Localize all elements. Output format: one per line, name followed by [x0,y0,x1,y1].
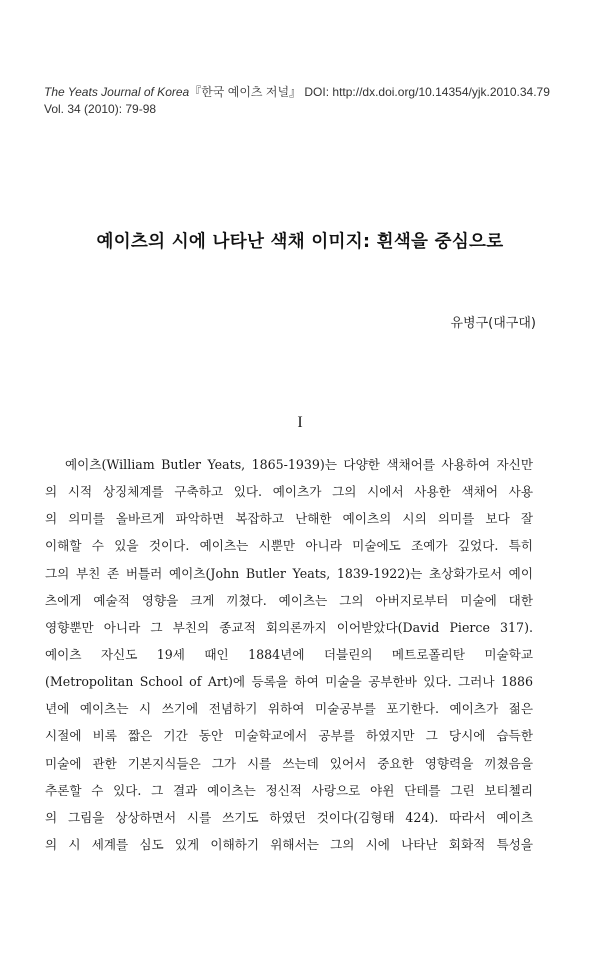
section-number: I [297,414,303,431]
text-line: 의 그림을 상상하면서 시를 쓰기도 하였던 것이다(김형태 424). 따라서 예이츠 [45,809,533,825]
volume-info: Vol. 34 (2010): 79-98 [44,102,157,116]
text-line: 의 시 세계를 심도 있게 이해하기 위해서는 그의 시에 나타난 회화적 특성을 [45,836,533,852]
text-line: 그의 부친 존 버틀러 예이츠(John Butler Yeats, 1839-1922)는 초상화가로서 예이 [45,565,533,581]
text-line: 추론할 수 있다. 그 결과 예이츠는 정신적 사랑으로 야윈 단테를 그린 보티첼리 [45,782,533,798]
text-line: 의 시적 상징체계를 구축하고 있다. 예이츠가 그의 시에서 사용한 색채어 사용 [45,484,533,500]
text-line: 츠에게 예술적 영향을 크게 끼쳤다. 예이츠는 그의 아버지로부터 미술에 대한 [45,592,533,608]
text-line: 이해할 수 있을 것이다. 예이츠는 시뿐만 아니라 미술에도 조예가 깊었다. 특히 [45,538,533,554]
article-author: 유병구(대구대) [450,316,536,331]
journal-korean-name: 『한국 예이츠 저널』 [189,85,302,99]
journal-header [44,84,564,118]
body-text [45,451,533,858]
text-line: (Metropolitan School of Art)에 등록을 하여 미술을 공부한바 있다. 그러나 1886 [45,674,533,690]
text-line: 년에 예이츠는 시 쓰기에 전념하기 위하여 미술공부를 포기한다. 예이츠가 젊은 [45,701,533,717]
article-title: 예이츠의 시에 나타난 색채 이미지: 흰색을 중심으로 [96,232,504,252]
text-line: 의 의미를 올바르게 파악하면 복잡하고 난해한 예이츠의 시의 의미를 보다 잘 [45,511,533,527]
text-line: 미술에 관한 기본지식들은 그가 시를 쓰는데 있어서 중요한 영향력을 끼쳤음을 [45,755,533,771]
text-line: 영향뿐만 아니라 그 부친의 종교적 회의론까지 이어받았다(David Pierce 317). [45,619,533,635]
doi: DOI: http://dx.doi.org/10.14354/yjk.2010.34.79 [304,85,550,99]
text-line: 예이츠(William Butler Yeats, 1865-1939)는 다양한 색채어를 사용하여 자신만 [65,457,533,472]
journal-name: The Yeats Journal of Korea [44,85,190,99]
text-line: 시절에 비록 짧은 기간 동안 미술학교에서 공부를 하였지만 그 당시에 습득한 [45,728,533,744]
text-line: 예이츠 자신도 19세 때인 1884년에 더블린의 메트로폴리탄 미술학교 [45,646,533,662]
journal-citation-line [44,84,564,101]
